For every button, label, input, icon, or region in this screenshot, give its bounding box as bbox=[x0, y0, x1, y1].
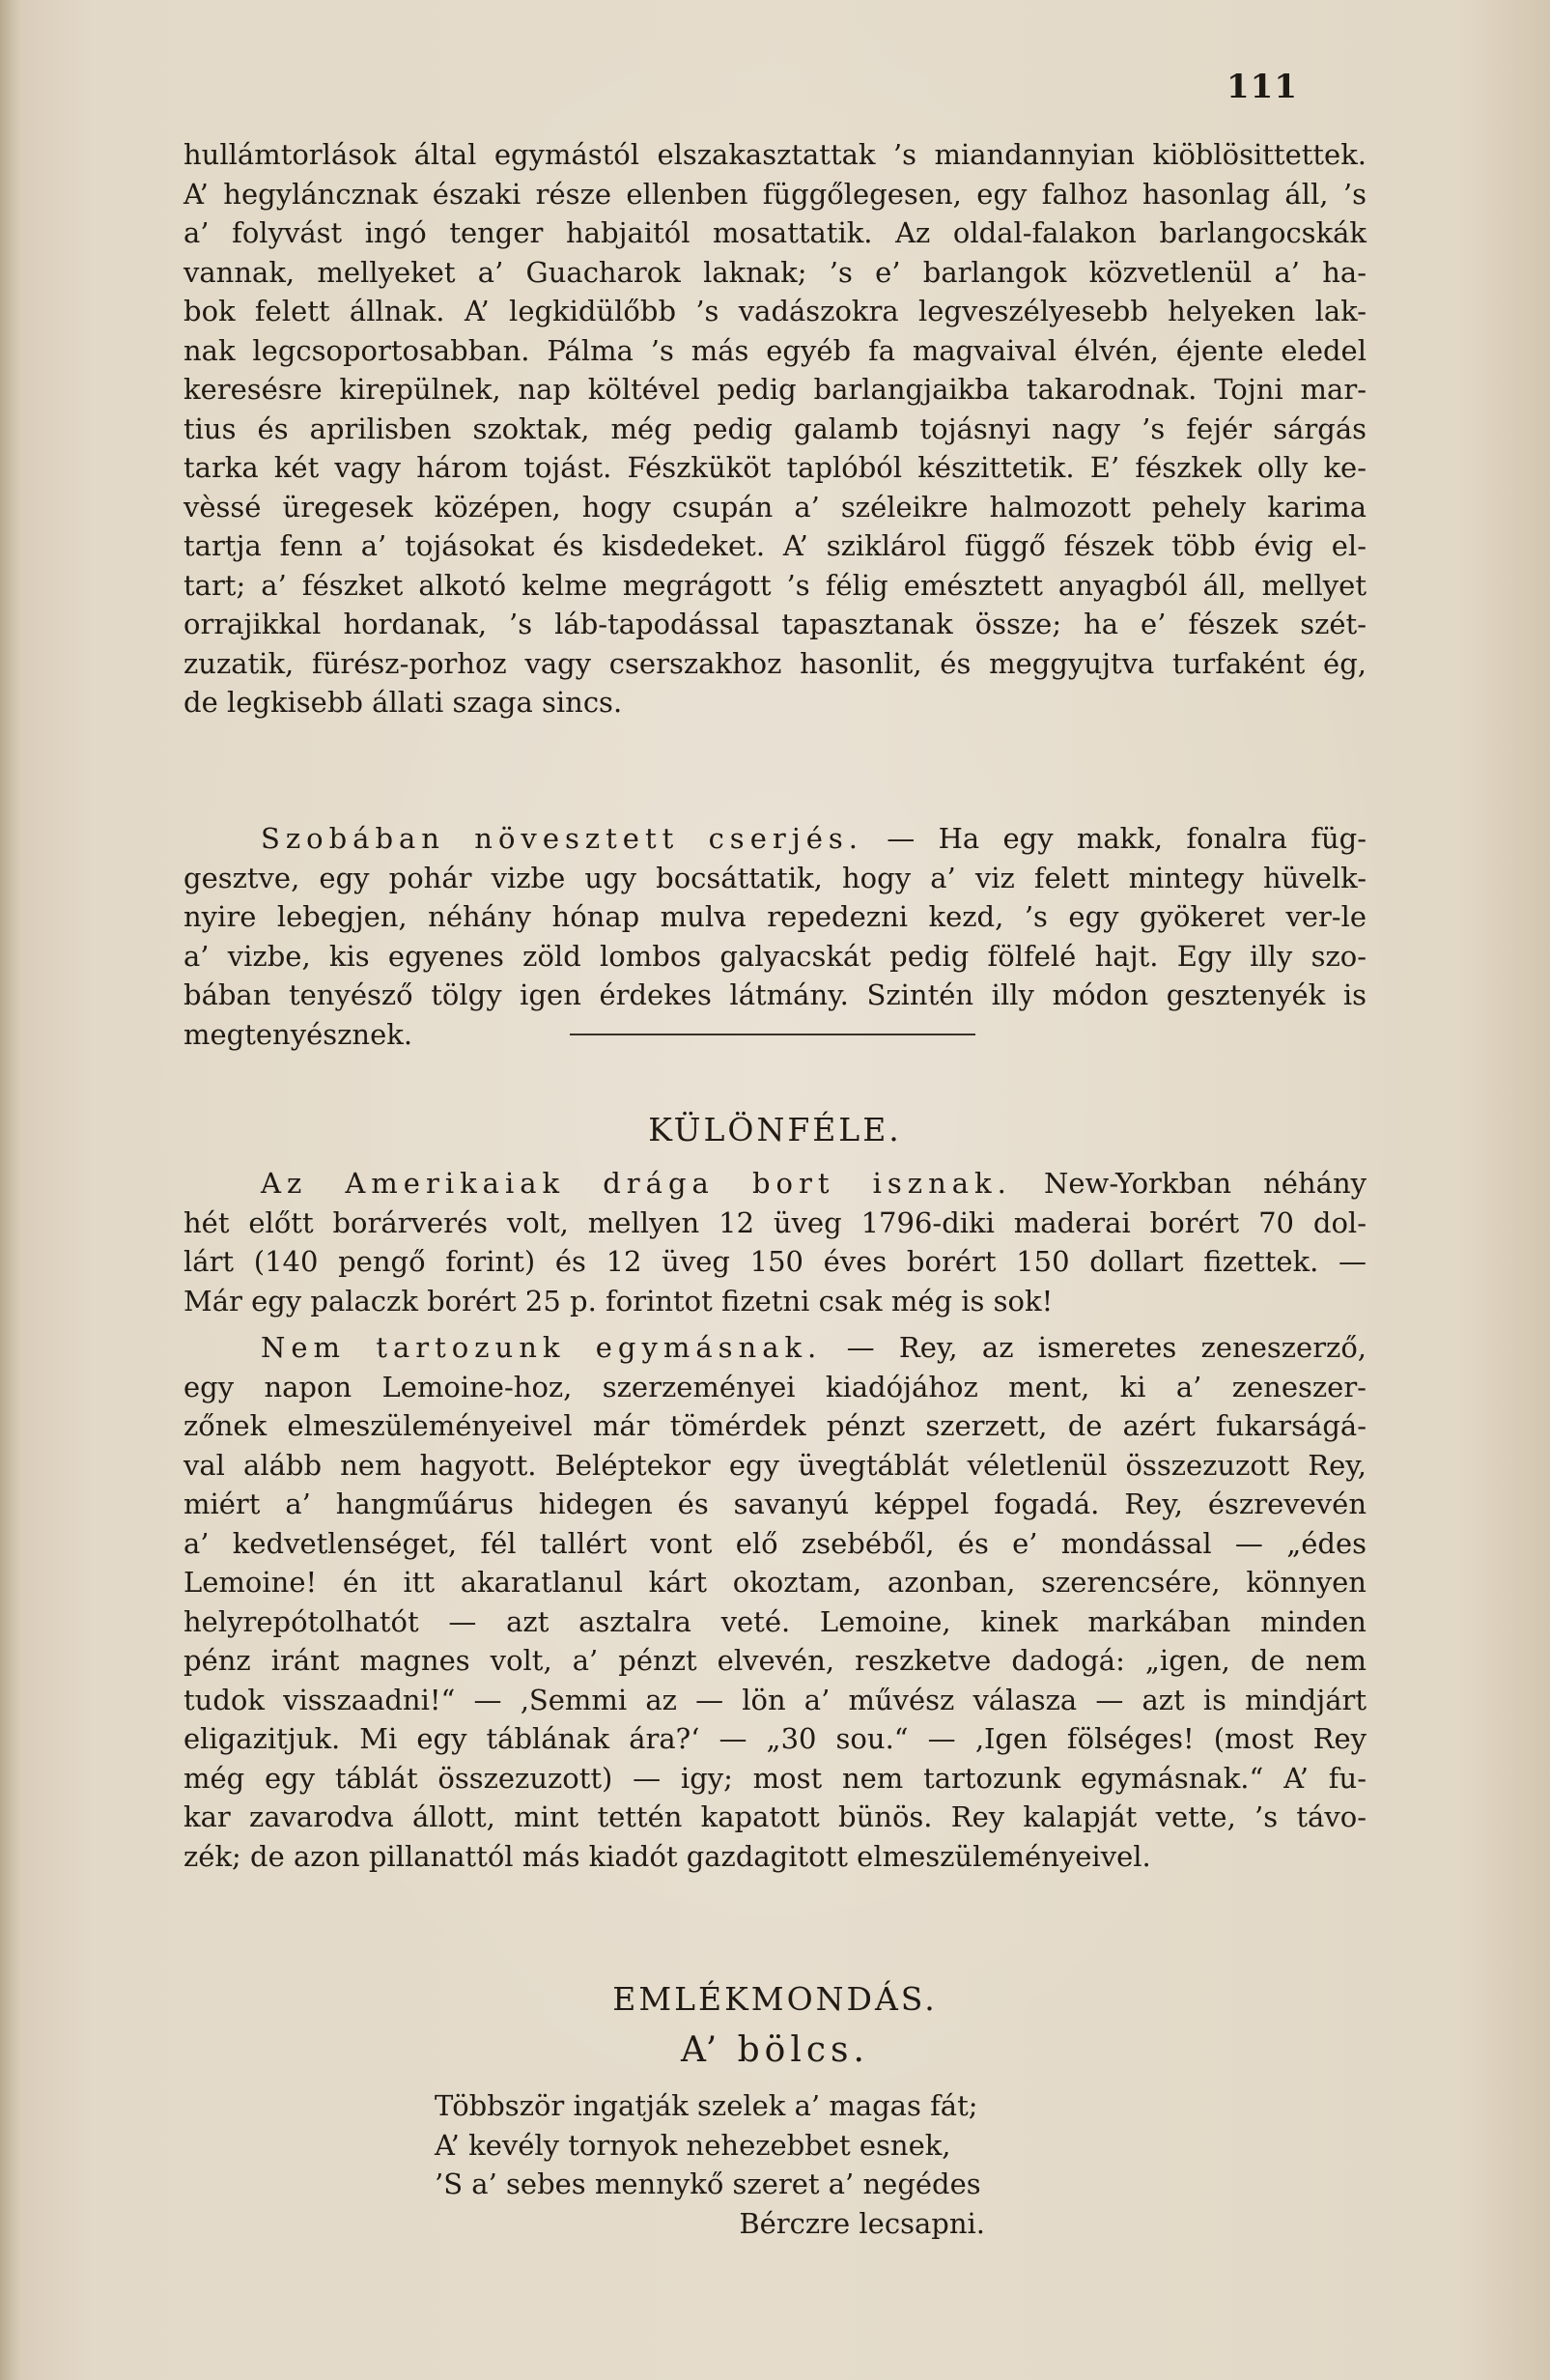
article-title: Szobában növesztett cserjés. bbox=[261, 822, 863, 855]
text-line: pénz iránt magnes volt, a’ pénzt elvevén, reszketve dadogá: „igen, de nem bbox=[183, 1644, 1367, 1677]
article-american-wine bbox=[183, 1164, 1367, 1320]
article-title: Az Amerikaiak drága bort isznak. bbox=[261, 1167, 1012, 1200]
text-line: a’ kedvetlenséget, fél tallért vont elő zsebéből, és e’ mondással — „édes bbox=[183, 1526, 1367, 1560]
text-line: bok felett állnak. A’ legkidülőbb ’s vadászokra legveszélyesebb helyeken lak- bbox=[183, 295, 1367, 327]
poem-title: A’ bölcs. bbox=[681, 2030, 869, 2070]
text-line: lárt (140 pengő forint) és 12 üveg 150 éves borért 150 dollart fizettek. — bbox=[183, 1245, 1367, 1278]
article-guacharo bbox=[183, 135, 1367, 722]
text-line bbox=[183, 1328, 1367, 1368]
text-line: de legkisebb állati szaga sincs. bbox=[183, 686, 623, 719]
poem-line: Többször ingatják szelek a’ magas fát; bbox=[435, 2089, 978, 2122]
section-heading-emlekmondas: EMLÉKMONDÁS. bbox=[612, 1980, 938, 2018]
text-line: nyire lebegjen, néhány hónap mulva repedezni kezd, ’s egy gyökeret ver-le bbox=[183, 900, 1367, 933]
text-line: Már egy palaczk borért 25 p. forintot fizetni csak még is sok! bbox=[183, 1284, 1054, 1318]
text-line: tius és aprilisben szoktak, még pedig galamb tojásnyi nagy ’s fejér sárgás bbox=[183, 411, 1367, 445]
poem-line: A’ kevély tornyok nehezebbet esnek, bbox=[435, 2128, 951, 2162]
text-line: val alább nem hagyott. Beléptekor egy üvegtáblát véletlenül összezuzott Rey, bbox=[183, 1448, 1367, 1482]
section-heading-kulonfele: KÜLÖNFÉLE. bbox=[648, 1111, 902, 1148]
text-line bbox=[183, 819, 1367, 859]
text-line: tudok visszaadni!“ — ‚Semmi az — lön a’ művész válasza — azt is mindjárt bbox=[183, 1683, 1367, 1716]
article-title: Nem tartozunk egymásnak. bbox=[261, 1331, 823, 1364]
text-line: tartja fenn a’ tojásokat és kisdedeket. A’ sziklárol függő fészek több évig el- bbox=[183, 529, 1367, 562]
poem-line: Bérczre lecsapni. bbox=[739, 2206, 985, 2240]
text-line: orrajikkal hordanak, ’s láb-tapodással tapasztanak össze; ha e’ fészek szét- bbox=[183, 608, 1367, 640]
text-line: a’ vizbe, kis egyenes zöld lombos galyacskát pedig fölfelé hajt. Egy illy szo- bbox=[183, 939, 1367, 973]
text-line: hullámtorlások által egymástól elszakasztattak ’s miandannyian kiöblösittettek. bbox=[183, 138, 1367, 171]
text-line: keresésre kirepülnek, nap költével pedig barlangjaikba takarodnak. Tojni mar- bbox=[183, 373, 1367, 406]
text-line: zőnek elmeszüleményeivel már tömérdek pénzt szerzett, de azért fukarságá- bbox=[183, 1409, 1367, 1442]
text-line: Lemoine! én itt akaratlanul kárt okoztam, azonban, szerencsére, könnyen bbox=[183, 1566, 1367, 1599]
text-line: miért a’ hangműárus hidegen és savanyú képpel fogadá. Rey, észrevevén bbox=[183, 1488, 1367, 1520]
article-indoor-oak bbox=[183, 819, 1367, 1054]
text-line-rest: — Rey, az ismeretes zeneszerző, bbox=[846, 1331, 1367, 1364]
text-line: egy napon Lemoine-hoz, szerzeményei kiadójához ment, ki a’ zeneszer- bbox=[183, 1370, 1367, 1403]
text-line: eligazitjuk. Mi egy táblának ára?‘ — „30 sou.“ — ‚Igen fölséges! (most Rey bbox=[183, 1722, 1367, 1755]
text-line: A’ hegyláncznak északi része ellenben függőlegesen, egy falhoz hasonlag áll, ’s bbox=[183, 177, 1367, 211]
text-line: tarka két vagy három tojást. Fészküköt taplóból készittetik. E’ fészkek olly ke- bbox=[183, 451, 1367, 484]
text-line: gesztve, egy pohár vizbe ugy bocsáttatik, hogy a’ viz felett mintegy hüvelk- bbox=[183, 861, 1367, 894]
text-line: tart; a’ fészket alkotó kelme megrágott ’s félig emésztett anyagból áll, mellyet bbox=[183, 568, 1367, 602]
page-number: 111 bbox=[1226, 68, 1298, 106]
text-line: vannak, mellyeket a’ Guacharok laknak; ’s e’ barlangok közvetlenül a’ ha- bbox=[183, 255, 1367, 289]
text-line: kar zavarodva állott, mint tettén kapatott bünös. Rey kalapját vette, ’s távo- bbox=[183, 1800, 1367, 1833]
text-line: zuzatik, fürész-porhoz vagy cserszakhoz hasonlit, és meggyujtva turfaként ég, bbox=[183, 646, 1367, 680]
text-line: vèssé üregesek középen, hogy csupán a’ széleikre halmozott pehely karima bbox=[183, 490, 1367, 524]
text-line: helyrepótolhatót — azt asztalra veté. Lemoine, kinek markában minden bbox=[183, 1604, 1367, 1638]
article-rey-lemoine bbox=[183, 1328, 1367, 1876]
text-line: nak legcsoportosabban. Pálma ’s más egyéb fa magvaival élvén, éjente eledel bbox=[183, 333, 1367, 367]
text-line: a’ folyvást ingó tenger habjaitól mosattatik. Az oldal-falakon barlangocskák bbox=[183, 216, 1367, 249]
page-gutter-shadow bbox=[0, 0, 21, 2380]
text-line: hét előtt borárverés volt, mellyen 12 üveg 1796-diki maderai borért 70 dol- bbox=[183, 1205, 1367, 1239]
text-line: bában tenyésző tölgy igen érdekes látmány. Szintén illy módon gesztenyék is bbox=[183, 978, 1367, 1011]
text-line: zék; de azon pillanattól más kiadót gazdagitott elmeszüleményeivel. bbox=[183, 1839, 1151, 1873]
poem bbox=[435, 2086, 1130, 2243]
text-line-rest: — Ha egy makk, fonalra füg- bbox=[887, 822, 1367, 855]
text-line-rest: New-Yorkban néhány bbox=[1043, 1167, 1367, 1200]
text-line: még egy táblát összezuzott) — igy; most nem tartozunk egymásnak.“ A’ fu- bbox=[183, 1761, 1367, 1795]
poem-line: ’S a’ sebes mennykő szeret a’ negédes bbox=[435, 2168, 981, 2200]
section-divider bbox=[570, 1034, 975, 1035]
text-line bbox=[183, 1164, 1367, 1204]
text-line: megtenyésznek. bbox=[183, 1017, 413, 1051]
